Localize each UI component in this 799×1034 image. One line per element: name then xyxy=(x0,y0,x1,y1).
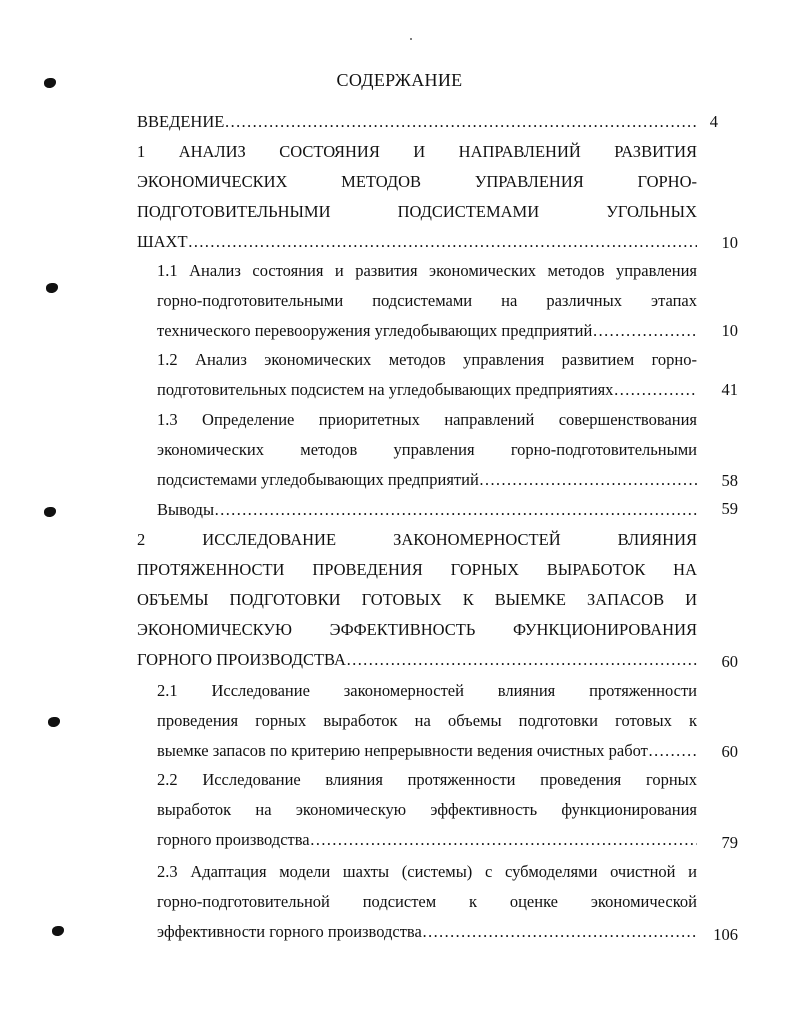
toc-entry-section-2-2 xyxy=(157,765,697,855)
toc-entry-line: 1 АНАЛИЗ СОСТОЯНИЯ И НАПРАВЛЕНИЙ РАЗВИТИЯ xyxy=(137,142,697,161)
toc-entry-line: ОБЪЕМЫ ПОДГОТОВКИ ГОТОВЫХ К ВЫЕМКЕ ЗАПАСОВ И xyxy=(137,590,697,609)
toc-entry-introduction xyxy=(137,107,697,137)
toc-entry-text: подсистемами угледобывающих предприятий xyxy=(157,470,479,489)
toc-page-number: 10 xyxy=(721,233,738,252)
toc-entry-text: эффективности горного производства xyxy=(157,922,422,941)
toc-entry-text: технического перевооружения угледобывающих предприятий xyxy=(157,321,593,340)
toc-entry-line: экономических методов управления горно-подготовительными xyxy=(157,440,697,459)
toc-entry-last-line xyxy=(157,375,697,405)
toc-entry-line: горно-подготовительными подсистемами на различных этапах xyxy=(157,291,697,310)
toc-entry-text: ШАХТ xyxy=(137,232,188,251)
toc-entry-line: 2.1 Исследование закономерностей влияния протяженности xyxy=(157,681,697,700)
leader-dots xyxy=(479,465,697,495)
leader-dots xyxy=(346,645,697,675)
toc-entry-last-line xyxy=(157,316,697,346)
toc-entry-last-line xyxy=(137,107,697,137)
toc-entry-line: 2 ИССЛЕДОВАНИЕ ЗАКОНОМЕРНОСТЕЙ ВЛИЯНИЯ xyxy=(137,530,697,549)
toc-entry-last-line xyxy=(157,825,697,855)
toc-entry-line: горно-подготовительной подсистем к оценке экономической xyxy=(157,892,697,911)
toc-entry-text: подготовительных подсистем на угледобывающих предприятиях xyxy=(157,380,614,399)
toc-page-number: 4 xyxy=(709,112,718,131)
toc-entry-last-line xyxy=(137,645,697,675)
toc-entry-conclusions xyxy=(157,495,697,525)
toc-entry-line: 1.3 Определение приоритетных направлений совершенствования xyxy=(157,410,697,429)
toc-entry-chapter-2 xyxy=(137,525,697,675)
toc-entry-last-line xyxy=(157,465,697,495)
toc-page-number: 58 xyxy=(721,471,738,490)
toc-entry-section-1-3 xyxy=(157,405,697,495)
toc-page-number: 41 xyxy=(721,380,738,399)
toc-page-number: 59 xyxy=(721,499,738,518)
toc-entry-line: ПРОТЯЖЕННОСТИ ПРОВЕДЕНИЯ ГОРНЫХ ВЫРАБОТОК НА xyxy=(137,560,697,579)
toc-page-number: 79 xyxy=(721,833,738,852)
toc-entry-line: 2.3 Адаптация модели шахты (системы) с субмоделями очистной и xyxy=(157,862,697,881)
binding-hole-mark xyxy=(44,507,56,517)
toc-page-number: 60 xyxy=(721,652,738,671)
toc-title: СОДЕРЖАНИЕ xyxy=(336,70,463,90)
toc-entry-section-1-2 xyxy=(157,345,697,405)
leader-dots xyxy=(648,736,697,766)
toc-entry-line: ЭКОНОМИЧЕСКИХ МЕТОДОВ УПРАВЛЕНИЯ ГОРНО- xyxy=(137,172,697,191)
leader-dots xyxy=(422,917,697,947)
toc-entry-chapter-1 xyxy=(137,137,697,257)
toc-entry-last-line xyxy=(157,736,697,766)
toc-entry-line: выработок на экономическую эффективность функционирования xyxy=(157,800,697,819)
toc-entry-line: проведения горных выработок на объемы подготовки готовых к xyxy=(157,711,697,730)
toc-entry-line: 1.2 Анализ экономических методов управления развитием горно- xyxy=(157,350,697,369)
toc-entry-text: ГОРНОГО ПРОИЗВОДСТВА xyxy=(137,650,346,669)
toc-entry-last-line xyxy=(157,917,697,947)
leader-dots xyxy=(214,495,697,525)
toc-entry-section-2-3 xyxy=(157,857,697,947)
leader-dots xyxy=(592,316,697,346)
leader-dots xyxy=(310,825,697,855)
toc-entry-last-line xyxy=(137,227,697,257)
leader-dots xyxy=(188,227,697,257)
binding-hole-mark xyxy=(48,717,60,727)
toc-page-number: 60 xyxy=(721,742,738,761)
toc-entry-line: ПОДГОТОВИТЕЛЬНЫМИ ПОДСИСТЕМАМИ УГОЛЬНЫХ xyxy=(137,202,697,221)
leader-dots xyxy=(613,375,697,405)
toc-entry-text: выемке запасов по критерию непрерывности ведения очистных работ xyxy=(157,741,648,760)
toc-page-number: 106 xyxy=(713,925,738,944)
toc-entry-section-1-1 xyxy=(157,256,697,346)
toc-entry-line: ЭКОНОМИЧЕСКУЮ ЭФФЕКТИВНОСТЬ ФУНКЦИОНИРОВАНИЯ xyxy=(137,620,697,639)
toc-entry-section-2-1 xyxy=(157,676,697,766)
toc-entry-text: ВВЕДЕНИЕ xyxy=(137,112,225,131)
leader-dots xyxy=(224,107,697,137)
toc-entry-text: Выводы xyxy=(157,500,215,519)
toc-entry-line: 1.1 Анализ состояния и развития экономических методов управления xyxy=(157,261,697,280)
toc-page-number: 10 xyxy=(721,321,738,340)
toc-entry-last-line xyxy=(157,495,697,525)
scan-speck xyxy=(410,38,412,40)
binding-hole-mark xyxy=(52,926,64,936)
binding-hole-mark xyxy=(46,283,58,293)
toc-entry-text: горного производства xyxy=(157,830,310,849)
toc-entry-line: 2.2 Исследование влияния протяженности проведения горных xyxy=(157,770,697,789)
